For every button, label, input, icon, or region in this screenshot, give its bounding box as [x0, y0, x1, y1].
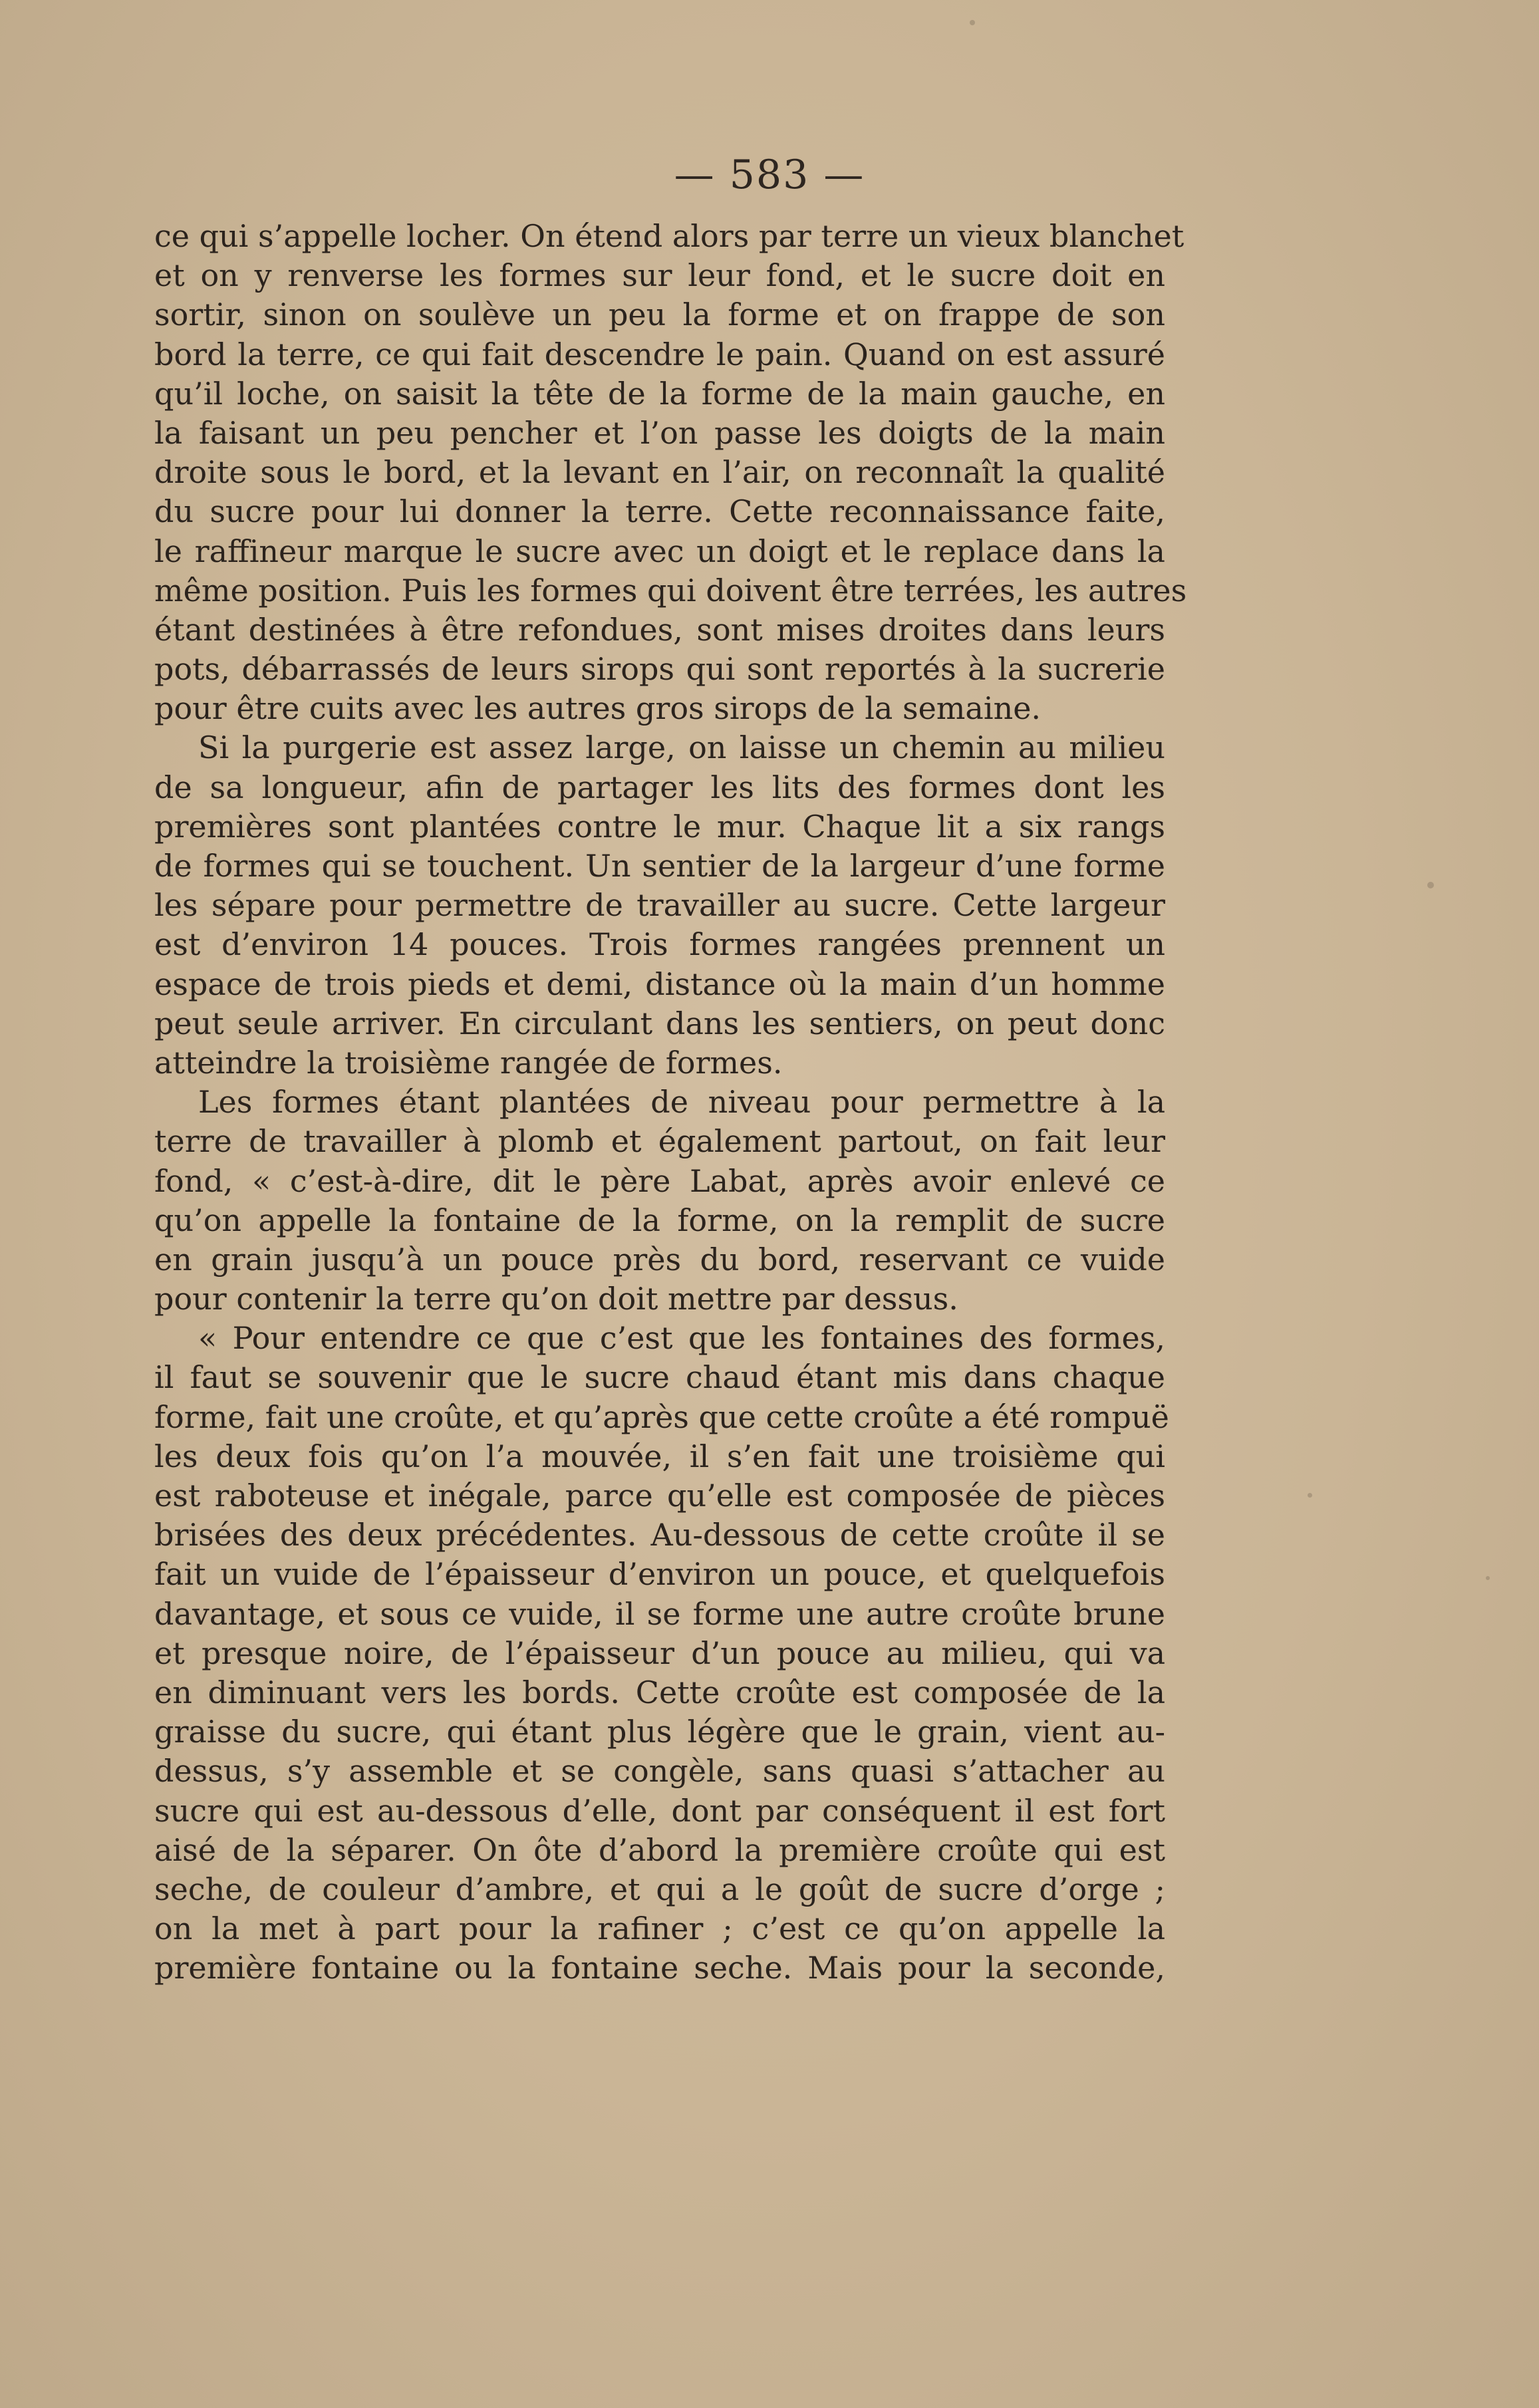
- paragraph-4: [154, 1319, 1169, 1988]
- text-line: du sucre pour lui donner la terre. Cette reconnaissance faite,: [154, 493, 1165, 530]
- text-line: on la met à part pour la rafiner ; c’est ce qu’on appelle la: [154, 1911, 1165, 1947]
- text-line: est d’environ 14 pouces. Trois formes rangées prennent un: [154, 926, 1165, 963]
- text-line: pour contenir la terre qu’on doit mettre par dessus.: [154, 1281, 958, 1317]
- text-line: droite sous le bord, et la levant en l’air, on reconnaît la qualité: [154, 454, 1165, 491]
- paper-speck: [1427, 882, 1434, 888]
- text-line: de formes qui se touchent. Un sentier de la largeur d’une forme: [154, 848, 1165, 884]
- paragraph-1: [154, 217, 1187, 728]
- text-line: et on y renverse les formes sur leur fond, et le sucre doit en: [154, 257, 1165, 294]
- text-line: davantage, et sous ce vuide, il se forme une autre croûte brune: [154, 1595, 1165, 1632]
- text-line: sucre qui est au-dessous d’elle, dont par conséquent il est fort: [154, 1792, 1165, 1829]
- text-line: première fontaine ou la fontaine seche. Mais pour la seconde,: [154, 1950, 1165, 1986]
- text-line: dessus, s’y assemble et se congèle, sans quasi s’attacher au: [154, 1753, 1165, 1790]
- text-line: qu’on appelle la fontaine de la forme, on la remplit de sucre: [154, 1202, 1165, 1238]
- text-line: peut seule arriver. En circulant dans les sentiers, on peut donc: [154, 1005, 1165, 1041]
- text-line: en grain jusqu’à un pouce près du bord, reservant ce vuide: [154, 1241, 1165, 1277]
- text-line: ce qui s’appelle locher. On étend alors par terre un vieux blanchet: [154, 218, 1185, 254]
- text-line: fait un vuide de l’épaisseur d’environ un pouce, et quelquefois: [154, 1556, 1165, 1593]
- text-line: pour être cuits avec les autres gros sirops de la semaine.: [154, 690, 1042, 727]
- text-line: pots, débarrassés de leurs sirops qui sont reportés à la sucrerie: [154, 651, 1165, 688]
- text-line: atteindre la troisième rangée de formes.: [154, 1044, 783, 1081]
- text-line: qu’il loche, on saisit la tête de la forme de la main gauche, en: [154, 375, 1165, 412]
- text-line: terre de travailler à plomb et également partout, on fait leur: [154, 1123, 1165, 1160]
- text-line: est raboteuse et inégale, parce qu’elle est composée de pièces: [154, 1478, 1165, 1514]
- paragraph-3: [154, 1083, 1165, 1319]
- text-line: et presque noire, de l’épaisseur d’un pouce au milieu, qui va: [154, 1635, 1165, 1671]
- text-line: brisées des deux précédentes. Au-dessous de cette croûte il se: [154, 1517, 1165, 1553]
- text-line: les deux fois qu’on l’a mouvée, il s’en fait une troisième qui: [154, 1438, 1165, 1474]
- text-line: Si la purgerie est assez large, on laisse un chemin au milieu: [198, 730, 1165, 766]
- text-line: bord la terre, ce qui fait descendre le pain. Quand on est assuré: [154, 336, 1165, 372]
- text-line: la faisant un peu pencher et l’on passe les doigts de la main: [154, 414, 1165, 451]
- text-line: étant destinées à être refondues, sont mises droites dans leurs: [154, 611, 1165, 648]
- text-line: seche, de couleur d’ambre, et qui a le goût de sucre d’orge ;: [154, 1871, 1165, 1907]
- text-line: aisé de la séparer. On ôte d’abord la première croûte qui est: [154, 1831, 1165, 1868]
- paper-speck: [1486, 1576, 1490, 1580]
- text-line: graisse du sucre, qui étant plus légère que le grain, vient au-: [154, 1714, 1165, 1750]
- text-line: forme, fait une croûte, et qu’après que cette croûte a été rompuë: [154, 1399, 1169, 1435]
- text-line: il faut se souvenir que le sucre chaud étant mis dans chaque: [154, 1359, 1165, 1396]
- text-line: de sa longueur, afin de partager les lits des formes dont les: [154, 769, 1165, 805]
- text-line: espace de trois pieds et demi, distance où la main d’un homme: [154, 966, 1165, 1002]
- text-line: premières sont plantées contre le mur. Chaque lit a six rangs: [154, 808, 1165, 845]
- text-line: en diminuant vers les bords. Cette croûte est composée de la: [154, 1674, 1165, 1710]
- page-number: — 583 —: [674, 152, 865, 198]
- text-line: sortir, sinon on soulève un peu la forme et on frappe de son: [154, 297, 1165, 333]
- paragraph-2: [154, 728, 1165, 1083]
- text-line: les sépare pour permettre de travailler au sucre. Cette largeur: [154, 887, 1165, 924]
- text-line: même position. Puis les formes qui doivent être terrées, les autres: [154, 572, 1187, 608]
- text-line: fond, « c’est-à-dire, dit le père Labat, après avoir enlevé ce: [154, 1162, 1165, 1199]
- paper-speck: [970, 20, 975, 25]
- paper-speck: [1308, 1493, 1312, 1498]
- text-line: « Pour entendre ce que c’est que les fontaines des formes,: [198, 1320, 1165, 1357]
- body-text: [154, 217, 1187, 1988]
- text-line: Les formes étant plantées de niveau pour permettre à la: [198, 1084, 1165, 1121]
- text-line: le raffineur marque le sucre avec un doigt et le replace dans la: [154, 533, 1165, 569]
